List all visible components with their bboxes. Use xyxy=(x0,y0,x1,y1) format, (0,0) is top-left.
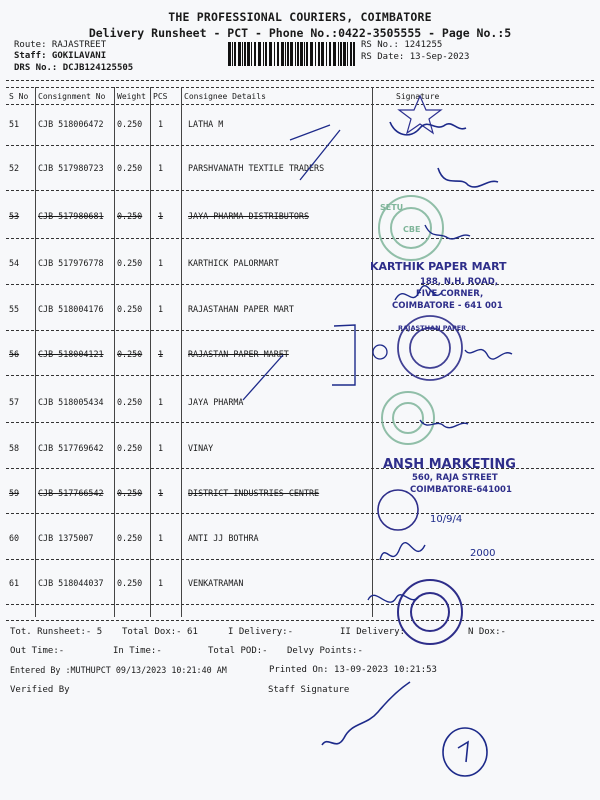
row-sno: 52 xyxy=(9,163,20,173)
row-sno: 57 xyxy=(9,397,20,407)
bracket-mark xyxy=(332,325,355,385)
round-seal xyxy=(398,580,462,644)
total-dox: Total Dox:- 61 xyxy=(122,627,198,637)
signature-row60 xyxy=(380,543,425,560)
route-label: Route: RAJASTREET xyxy=(14,40,107,50)
handwritten-number: 2000 xyxy=(470,548,496,559)
signature-row56 xyxy=(465,350,512,360)
col-consignee: Consignee Details xyxy=(184,92,266,101)
row-pcs: 1 xyxy=(158,119,164,129)
row-weight: 0.250 xyxy=(117,304,143,314)
entered-by: Entered By :MUTHUPCT 09/13/2023 10:21:40 AM xyxy=(10,665,227,675)
small-seal xyxy=(378,490,418,530)
row-weight: 0.250 xyxy=(117,578,143,588)
row-pcs: 1 xyxy=(158,258,164,268)
row-consignee: LATHA M xyxy=(188,119,224,129)
row-pcs: 1 xyxy=(158,578,164,588)
rajasthan-seal-text: RAJASTHAN PAPER xyxy=(398,324,467,332)
row-consignee: PARSHVANATH TEXTILE TRADERS xyxy=(188,163,325,173)
karthik-stamp-name: KARTHIK PAPER MART xyxy=(370,260,507,273)
staff-signature-label: Staff Signature xyxy=(268,685,350,695)
row-weight: 0.250 xyxy=(117,488,143,498)
row-consignee: RAJASTAN PAPER MARET xyxy=(188,349,289,359)
col-sno: S No xyxy=(9,92,29,101)
row-pcs: 1 xyxy=(158,163,164,173)
col-signature: Signature xyxy=(396,92,440,101)
ansh-stamp-addr: 560, RAJA STREET xyxy=(412,473,498,483)
col-consignment: Consignment No xyxy=(38,92,106,101)
row-consignment: CJB 517980681 xyxy=(38,211,104,221)
row-sno: 58 xyxy=(9,443,20,453)
row-sno: 56 xyxy=(9,349,20,359)
karthik-stamp-addr: 188, N.H. ROAD, xyxy=(420,277,498,287)
karthik-stamp-addr: FIVE CORNER, xyxy=(416,289,484,299)
row-weight: 0.250 xyxy=(117,258,143,268)
row-weight: 0.250 xyxy=(117,163,143,173)
row-consignment: CJB 1375007 xyxy=(38,533,94,543)
rs-number: RS No.: 1241255 xyxy=(361,40,443,50)
col-weight: Weight xyxy=(117,92,146,101)
row-consignee: RAJASTAHAN PAPER MART xyxy=(188,304,294,314)
company-title: THE PROFESSIONAL COURIERS, COIMBATORE xyxy=(168,10,432,24)
ii-delivery: II Delivery: xyxy=(340,627,406,637)
printed-on: Printed On: 13-09-2023 10:21:53 xyxy=(269,665,437,675)
row-pcs: 1 xyxy=(158,211,164,221)
row-pcs: 1 xyxy=(158,443,164,453)
staff-signature xyxy=(322,682,410,745)
ansh-stamp-addr: COIMBATORE-641001 xyxy=(410,485,512,495)
row-sno: 60 xyxy=(9,533,20,543)
signature-row51 xyxy=(390,122,466,135)
row-consignee: VINAY xyxy=(188,443,214,453)
drs-number: DRS No.: DCJB124125505 xyxy=(14,63,134,73)
row-sno: 54 xyxy=(9,258,20,268)
row-pcs: 1 xyxy=(158,304,164,314)
total-pod: Total POD:- xyxy=(208,646,268,656)
signature-row61 xyxy=(368,595,418,602)
row-sno: 51 xyxy=(9,119,20,129)
row-consignee: ANTI JJ BOTHRA xyxy=(188,533,259,543)
row-weight: 0.250 xyxy=(117,211,143,221)
setu-seal-text: SETU xyxy=(380,203,404,212)
staff-label: Staff: GOKILAVANI xyxy=(14,51,107,61)
col-pcs: PCS xyxy=(153,92,168,101)
row-weight: 0.250 xyxy=(117,349,143,359)
handwritten-date: 10/9/4 xyxy=(430,514,463,525)
row-pcs: 1 xyxy=(158,349,164,359)
setu-seal xyxy=(382,392,434,444)
row-sno: 55 xyxy=(9,304,20,314)
circled-mark xyxy=(443,728,487,776)
row-consignment: CJB 518005434 xyxy=(38,397,104,407)
row-pcs: 1 xyxy=(158,533,164,543)
tick-mark xyxy=(243,355,283,400)
circle-mark xyxy=(373,345,387,359)
n-dox: N Dox:- xyxy=(468,627,506,637)
row-sno: 59 xyxy=(9,488,20,498)
delvy-points: Delvy Points:- xyxy=(287,646,363,656)
row-weight: 0.250 xyxy=(117,443,143,453)
row-consignment: CJB 518004121 xyxy=(38,349,104,359)
row-pcs: 1 xyxy=(158,488,164,498)
signature-row52 xyxy=(438,168,498,187)
verified-by: Verified By xyxy=(10,685,70,695)
rs-date: RS Date: 13-Sep-2023 xyxy=(361,52,470,62)
row-sno: 61 xyxy=(9,578,20,588)
row-consignment: CJB 517769642 xyxy=(38,443,104,453)
row-weight: 0.250 xyxy=(117,119,143,129)
row-consignee: DISTRICT INDUSTRIES CENTRE xyxy=(188,488,320,498)
signature-row57 xyxy=(420,420,468,428)
karthik-stamp-addr: COIMBATORE - 641 001 xyxy=(392,301,503,311)
runsheet-subtitle: Delivery Runsheet - PCT - Phone No.:0422-3505555 - Page No.:5 xyxy=(88,26,512,40)
row-consignment: CJB 517766542 xyxy=(38,488,104,498)
ansh-stamp-name: ANSH MARKETING xyxy=(383,457,516,472)
row-consignment: CJB 517980723 xyxy=(38,163,104,173)
row-weight: 0.250 xyxy=(117,397,143,407)
row-consignee: VENKATRAMAN xyxy=(188,578,244,588)
tick-mark xyxy=(290,125,340,180)
row-consignee: KARTHICK PALORMART xyxy=(188,258,279,268)
row-consignment: CJB 518004176 xyxy=(38,304,104,314)
row-weight: 0.250 xyxy=(117,533,143,543)
row-sno: 53 xyxy=(9,211,20,221)
i-delivery: I Delivery:- xyxy=(228,627,294,637)
row-consignee: JAYA PHARMA DISTRIBUTORS xyxy=(188,211,310,221)
in-time: In Time:- xyxy=(113,646,162,656)
row-pcs: 1 xyxy=(158,397,164,407)
row-consignment: CJB 517976778 xyxy=(38,258,104,268)
out-time: Out Time:- xyxy=(10,646,65,656)
row-consignee: JAYA PHARMA xyxy=(188,397,244,407)
row-consignment: CJB 518044037 xyxy=(38,578,104,588)
circled-mark xyxy=(458,742,468,762)
row-consignment: CJB 518006472 xyxy=(38,119,104,129)
cbe-seal-text: CBE xyxy=(403,225,421,234)
tot-runsheet: Tot. Runsheet:- 5 xyxy=(10,627,103,637)
